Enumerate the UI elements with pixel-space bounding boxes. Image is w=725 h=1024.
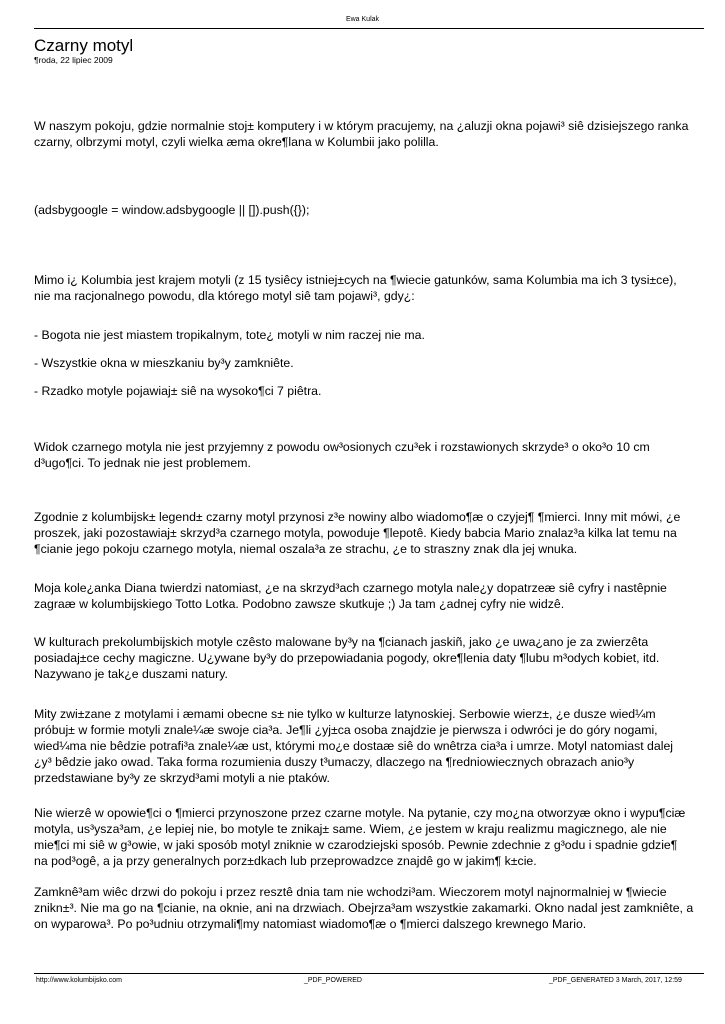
- footer-url-link[interactable]: http://www.kolumbijsko.com: [36, 977, 122, 984]
- footer-powered: _PDF_POWERED: [304, 977, 362, 984]
- header-author: Ewa Kulak: [345, 16, 380, 23]
- list-item: - Wszystkie okna w mieszkaniu by³y zamkniête.: [34, 356, 294, 370]
- list-item: - Bogota nie jest miastem tropikalnym, tote¿ motyli w nim raczej nie ma.: [34, 328, 425, 342]
- paragraph: Zgodnie z kolumbijsk± legend± czarny motyl przynosi z³e nowiny albo wiadomo¶æ o czyjej¶ ¶mierci. Inny mit mówi, ¿e proszek, jaki pozostawiaj± skrzyd³a czarnego motyla, powoduje ¶lepotê. Kiedy babcia Mario znalaz³a kilka lat temu na ¶cianie jego pokoju czarnego motyla, niemal oszala³a ze strachu, ¿e to straszny znak dla jej wnuka.: [34, 510, 681, 556]
- paragraph: Zamknê³am wiêc drzwi do pokoju i przez resztê dnia tam nie wchodzi³am. Wieczorem motyl najnormalniej w ¶wiecie znikn±³. Nie ma go na ¶cianie, na oknie, ani na drzwiach. Obejrza³am wszystkie zakamarki. Okno nadal jest zamkniête, a on wyparowa³. Po po³udniu otrzymali¶my natomiast wiadomo¶æ o ¶mierci dalszego krewnego Mario.: [34, 885, 694, 931]
- header-rule: [34, 28, 704, 29]
- ad-script-text: (adsbygoogle = window.adsbygoogle || []).push({});: [34, 203, 310, 217]
- paragraph: W naszym pokoju, gdzie normalnie stoj± komputery i w którym pracujemy, na ¿aluzji okna pojawi³ siê dzisiejszego ranka czarny, olbrzymi motyl, czyli wielka æma okre¶lana w Kolumbii jako polilla.: [34, 119, 689, 149]
- paragraph: Moja kole¿anka Diana twierdzi natomiast, ¿e na skrzyd³ach czarnego motyla nale¿y dopatrzeæ siê cyfry i nastêpnie zagraæ w kolumbijskiego Totto Lotka. Podobno zawsze skutkuje ;) Ja tam ¿adnej cyfry nie widzê.: [34, 581, 667, 611]
- article-title: Czarny motyl: [34, 36, 134, 55]
- list-item: - Rzadko motyle pojawiaj± siê na wysoko¶ci 7 piêtra.: [34, 384, 322, 398]
- paragraph: Mity zwi±zane z motylami i æmami obecne s± nie tylko w kulturze latynoskiej. Serbowie wierz±, ¿e dusze wied¼m próbuj± w formie motyli znale¼æ swoje cia³a. Je¶li ¿yj±ca osoba znajdzie je pierwsza i odwróci je do góry nogami, wied¼ma nie bêdzie potrafi³a znale¼æ ust, którymi mo¿e dostaæ siê do wnêtrza cia³a i umrze. Motyl natomiast dalej ¿y³ bêdzie jako owad. Taka forma rozumienia duszy t³umaczy, dlaczego na ¶redniowiecznych obrazach anio³y przedstawiane by³y ze skrzyd³ami motyli a nie ptaków.: [34, 707, 674, 785]
- paragraph: Widok czarnego motyla nie jest przyjemny z powodu ow³osionych czu³ek i rozstawionych skrzyde³ o oko³o 10 cm d³ugo¶ci. To jednak nie jest problemem.: [34, 440, 650, 470]
- article-date: ¶roda, 22 lipiec 2009: [34, 55, 113, 65]
- footer-rule: [34, 973, 704, 974]
- paragraph: W kulturach prekolumbijskich motyle czêsto malowane by³y na ¶cianach jaskiñ, jako ¿e uwa¿ano je za zwierzêta posiadaj±ce cechy magiczne. U¿ywane by³y do przepowiadania pogody, okre¶lenia daty ¶lubu m³odych kobiet, itd. Nazywano je tak¿e duszami natury.: [34, 635, 660, 681]
- paragraph: Nie wierzê w opowie¶ci o ¶mierci przynoszone przez czarne motyle. Na pytanie, czy mo¿na otworzyæ okno i wypu¶ciæ motyla, us³ysza³am, ¿e lepiej nie, bo motyle te znikaj± same. Wiem, ¿e jestem w kraju realizmu magicznego, ale nie mie¶ci mi siê w g³owie, w jaki sposób motyl zniknie w czarodziejski sposób. Pewnie zdechnie z g³odu i spadnie gdzie¶ na pod³ogê, a ja przy generalnych porz±dkach lub przeprowadzce znajdê go w jakim¶ k±cie.: [34, 806, 686, 868]
- paragraph: Mimo i¿ Kolumbia jest krajem motyli (z 15 tysiêcy istniej±cych na ¶wiecie gatunków, sama Kolumbia ma ich 3 tysi±ce), nie ma racjonalnego powodu, dla którego motyl siê tam pojawi³, gdy¿:: [34, 273, 677, 303]
- footer-generated: _PDF_GENERATED 3 March, 2017, 12:59: [549, 977, 682, 984]
